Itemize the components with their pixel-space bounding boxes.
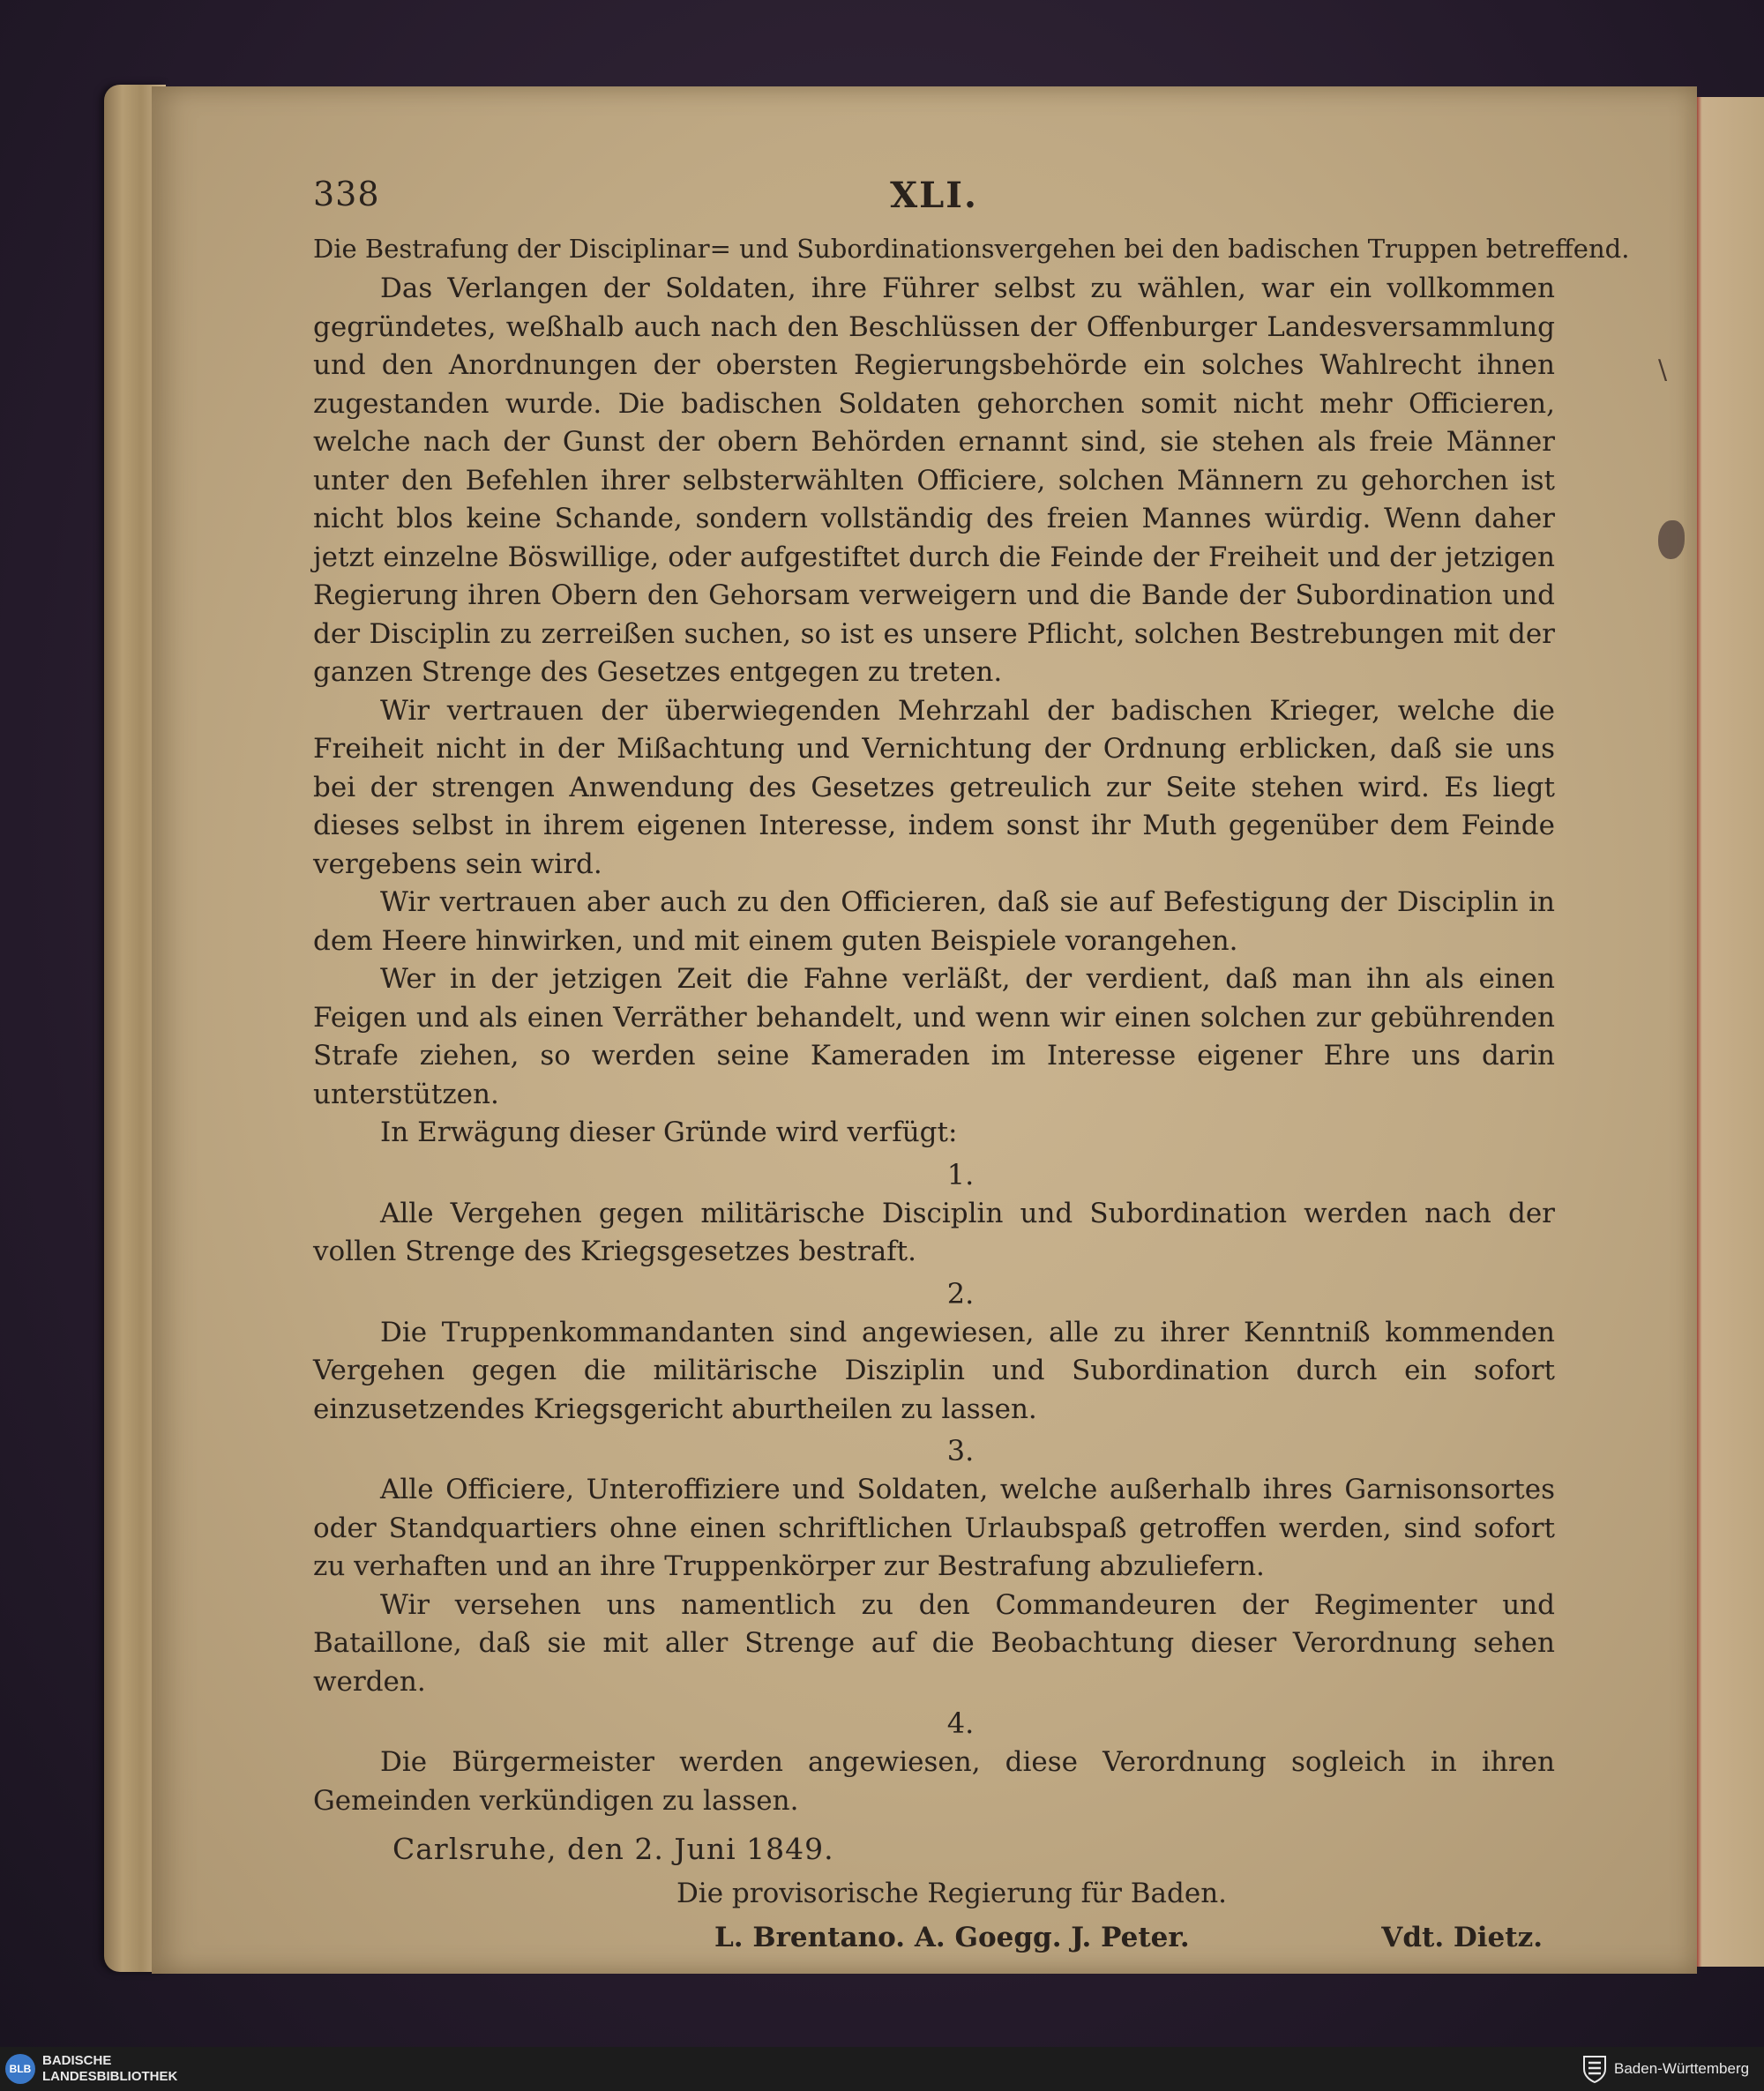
- place-date: Carlsruhe, den 2. Juni 1849.: [392, 1832, 834, 1866]
- article-paragraph: Wir versehen uns namentlich zu den Commandeuren der Regimenter und Bataillone, daß sie mit aller Strenge auf die Beobachtung dieser Verordnung sehen werden.: [313, 1588, 1555, 1698]
- article-number: 4.: [946, 1706, 975, 1740]
- preamble-paragraph: Wir vertrauen der überwiegenden Mehrzahl der badischen Krieger, welche die Freiheit nicht in der Mißachtung und Vernichtung der Ordnung erblicken, daß sie uns bei der strengen Anwendung des Gesetzes getreulich zur Seite stehen wird. Es liegt dieses selbst in ihrem eigenen Interesse, indem sonst ihr Muth gegenüber dem Feinde vergebens sein wird.: [313, 694, 1555, 880]
- government-line: Die provisorische Regierung für Baden.: [676, 1878, 1228, 1909]
- blb-logo-icon[interactable]: BLB: [5, 2054, 35, 2084]
- viewer-footer: [0, 2047, 1764, 2091]
- article-paragraph: Die Bürgermeister werden angewiesen, diese Verordnung sogleich in ihren Gemeinden verkündigen zu lassen.: [313, 1746, 1555, 1817]
- facing-page-edge: [1693, 97, 1764, 1967]
- signature-block: [313, 1916, 1555, 1960]
- coat-of-arms-icon: [1581, 2055, 1608, 2083]
- article-number: 3.: [946, 1434, 975, 1467]
- article-number: 2.: [946, 1276, 975, 1311]
- preamble-paragraph: In Erwägung dieser Gründe wird verfügt:: [380, 1116, 958, 1148]
- paper-mark: \: [1658, 355, 1668, 385]
- article-number: 1.: [946, 1157, 975, 1191]
- page-header: [313, 175, 1555, 220]
- countersignature: Vdt. Dietz.: [1381, 1922, 1543, 1953]
- article-paragraph: Alle Officiere, Unteroffiziere und Soldaten, welche außerhalb ihres Garnisonsortes oder Standquartiers ohne einen schriftlichen Urlaubspaß getroffen werden, sind sofort zu verhaften und an ihre Truppenkörper zur Bestrafung abzuliefern.: [313, 1474, 1555, 1582]
- paper-stain: [1658, 520, 1685, 559]
- signatories: L. Brentano. A. Goegg. J. Peter.: [714, 1922, 1190, 1953]
- preamble-paragraph: Wir vertrauen aber auch zu den Officieren, daß sie auf Befestigung der Disciplin in dem Heere hinwirken, und mit einem guten Beispiele vorangehen.: [313, 886, 1555, 957]
- page-text: [313, 175, 1630, 1960]
- state-name[interactable]: Baden-Württemberg: [1614, 2060, 1750, 2077]
- preamble-paragraph: Wer in der jetzigen Zeit die Fahne verläßt, der verdient, daß man ihn als einen Feigen und als einen Verräther behandelt, und wenn wir einen solchen zur gebührenden Strafe ziehen, so werden seine Kameraden im Interesse eigener Ehre uns darin unterstützen.: [313, 963, 1555, 1110]
- preamble-paragraph: Das Verlangen der Soldaten, ihre Führer selbst zu wählen, war ein vollkommen gegründetes, weßhalb auch nach den Beschlüssen der Offenburger Landesversammlung und den Anordnungen der obersten Regierungsbehörde ein solches Wahlrecht ihnen zugestanden wurde. Die badischen Soldaten gehorchen somit nicht mehr Officieren, welche nach der Gunst der obern Behörden ernannt sind, sie stehen als freie Männer unter den Befehlen ihrer selbsterwählten Officiere, solchen Männern zu gehorchen ist nicht blos keine Schande, sondern vollständig des freien Mannes würdig. Wenn daher jetzt einzelne Böswillige, oder aufgestiftet durch die Feinde der Freiheit und der jetzigen Regierung ihren Obern den Gehorsam verweigern und die Bande der Subordination und der Disciplin zu zerreißen suchen, so ist es unsere Pflicht, solchen Bestrebungen mit der ganzen Strenge des Gesetzes entgegen zu treten.: [313, 273, 1555, 688]
- library-name-line2: LANDESBIBLIOTHEK: [42, 2069, 178, 2084]
- library-name[interactable]: [42, 2053, 177, 2085]
- library-name-line1: BADISCHE: [42, 2053, 112, 2068]
- article-paragraph: Alle Vergehen gegen militärische Disciplin und Subordination werden nach der vollen Strenge des Kriegsgesetzes bestraft.: [313, 1197, 1555, 1267]
- page-number: 338: [313, 175, 380, 213]
- decree-subtitle: Die Bestrafung der Disciplinar= und Subordinationsvergehen bei den badischen Truppen betreffend.: [313, 234, 1630, 264]
- article-paragraph: Die Truppenkommandanten sind angewiesen, alle zu ihrer Kenntniß kommenden Vergehen gegen die militärische Disziplin und Subordination durch ein sofort einzusetzendes Kriegsgericht aburtheilen zu lassen.: [313, 1316, 1555, 1425]
- section-number: XLI.: [890, 175, 978, 216]
